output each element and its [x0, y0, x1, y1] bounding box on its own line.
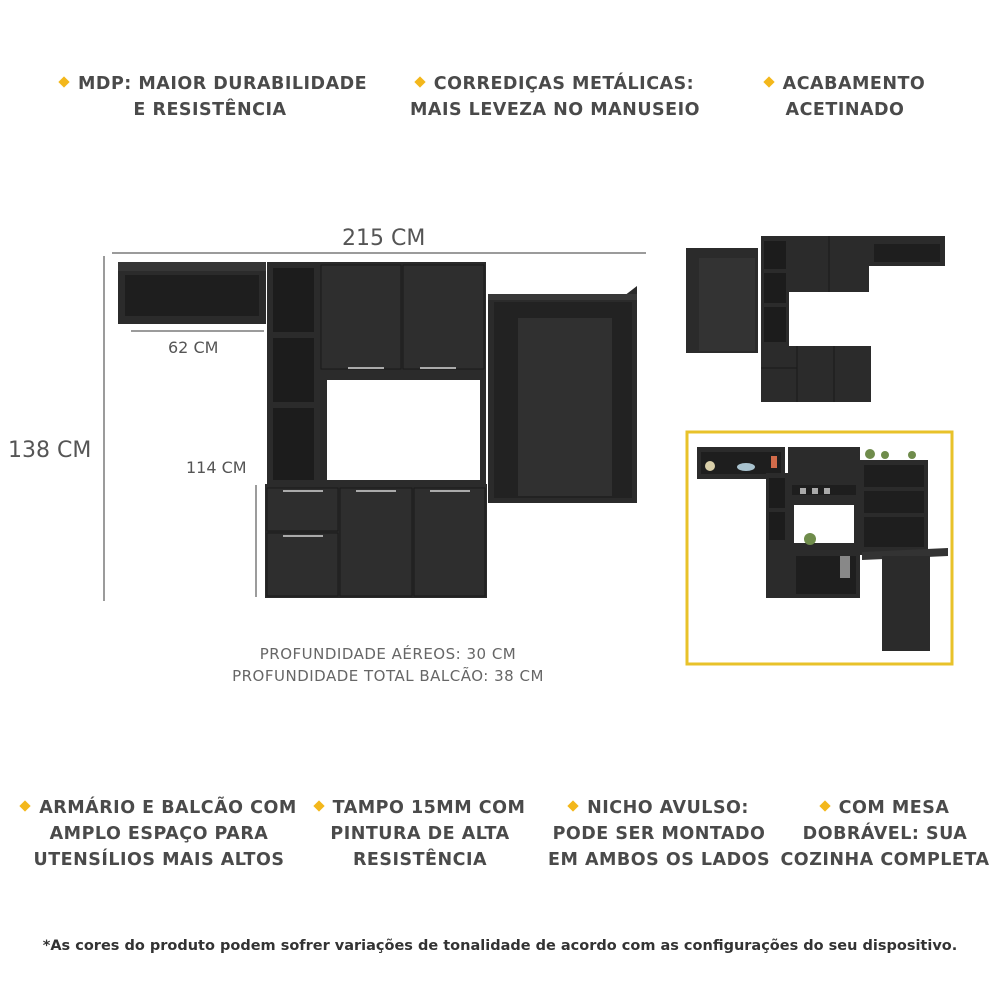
- feature-armario-line2: AMPLO ESPAÇO PARA: [49, 824, 269, 844]
- depth-counter-note: PROFUNDIDADE TOTAL BALCÃO: 38 CM: [232, 667, 544, 685]
- diamond-bullet-icon: [313, 800, 324, 811]
- feature-nicho-line1: NICHO AVULSO:: [587, 798, 749, 818]
- diamond-bullet-icon: [20, 800, 31, 811]
- feature-tampo-line1: TAMPO 15MM COM: [332, 798, 526, 818]
- feature-acabamento-line1: ACABAMENTO: [782, 74, 926, 94]
- feature-mesa-line1: COM MESA: [838, 798, 950, 818]
- feature-armario-line3: UTENSÍLIOS MAIS ALTOS: [33, 850, 285, 870]
- feature-mesa-line2: DOBRÁVEL: SUA: [802, 824, 968, 844]
- width-dimension-label: 215 CM: [342, 226, 426, 251]
- styled-view-upper: [788, 447, 860, 499]
- feature-mesa-line3: COZINHA COMPLETA: [780, 850, 990, 870]
- feature-corredicas-line1: CORREDIÇAS METÁLICAS:: [433, 74, 695, 94]
- styled-view-microwave: [788, 499, 860, 547]
- feature-tampo-line2: PINTURA DE ALTA: [330, 824, 510, 844]
- styled-view-shelving: [860, 449, 928, 555]
- color-disclaimer: *As cores do produto podem sofrer variações de tonalidade de acordo com as configurações do seu dispositivo.: [42, 938, 958, 954]
- diamond-bullet-icon: [567, 800, 578, 811]
- feature-mdp-line1: MDP: MAIOR DURABILIDADE: [78, 74, 368, 94]
- feature-armario-line1: ARMÁRIO E BALCÃO COM: [39, 798, 297, 818]
- feature-mesa: [780, 795, 990, 873]
- counter-height-label: 114 CM: [186, 458, 247, 477]
- feature-mdp-line2: E RESISTÊNCIA: [133, 100, 287, 120]
- feature-tampo-line3: RESISTÊNCIA: [352, 850, 488, 870]
- depth-upper-note: PROFUNDIDADE AÉREOS: 30 CM: [259, 645, 517, 663]
- depth-notes: [218, 645, 558, 685]
- feature-acabamento-line2: ACETINADO: [785, 100, 905, 120]
- shelf-depth-label: 62 CM: [168, 338, 219, 357]
- feature-corredicas-line2: MAIS LEVEZA NO MANUSEIO: [410, 100, 700, 120]
- feature-nicho-line3: EM AMBOS OS LADOS: [548, 850, 771, 870]
- feature-armario: [18, 795, 300, 873]
- feature-nicho: [548, 795, 770, 873]
- feature-nicho-line2: PODE SER MONTADO: [552, 824, 766, 844]
- height-dimension-label: 138 CM: [8, 438, 92, 463]
- diamond-bullet-icon: [819, 800, 830, 811]
- feature-tampo: [310, 795, 530, 873]
- styled-view-counter: [766, 547, 860, 598]
